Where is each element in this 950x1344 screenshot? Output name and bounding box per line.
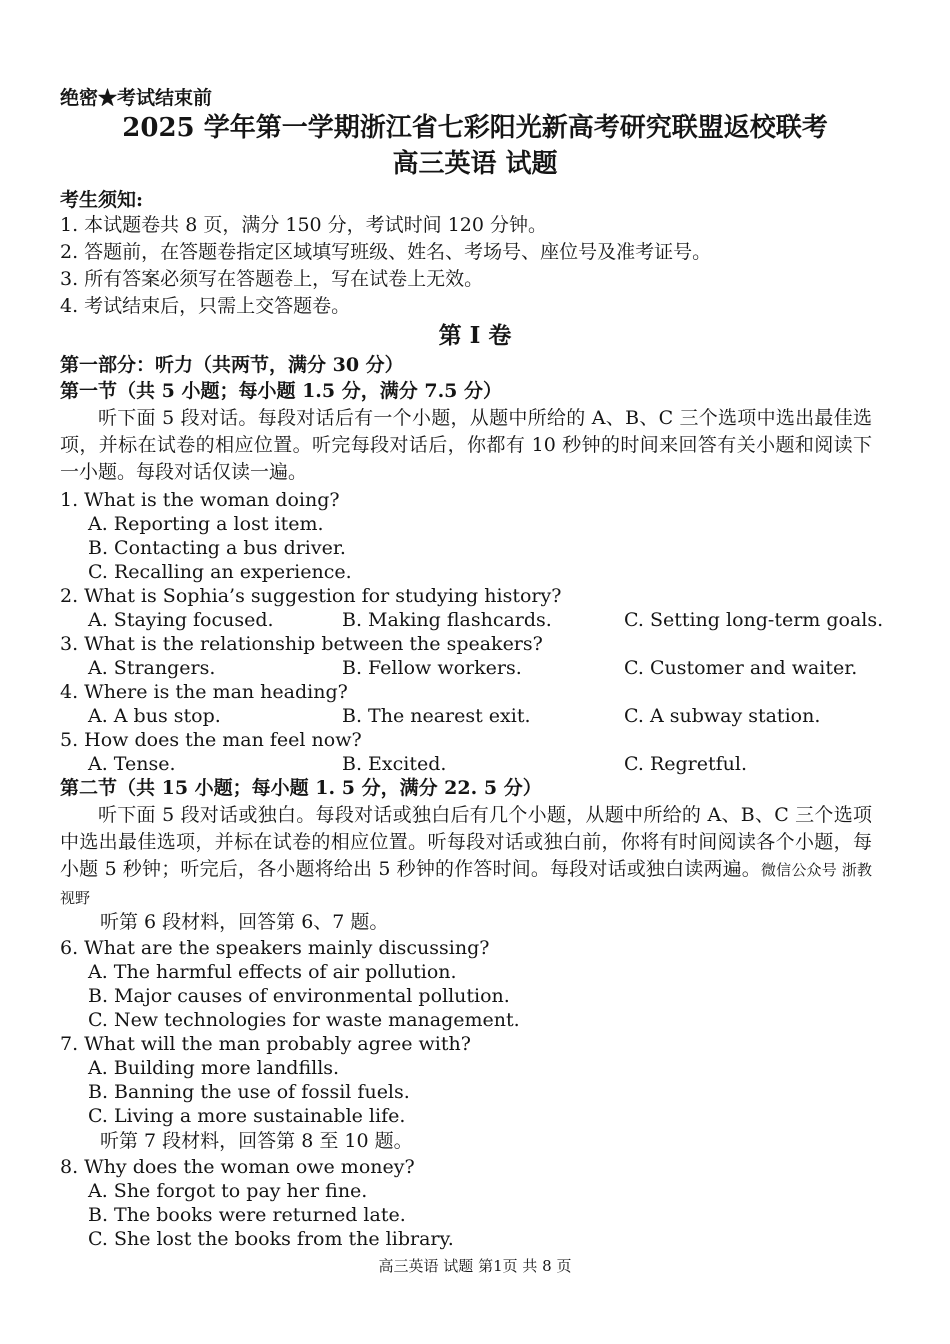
question-stem: 7. What will the man probably agree with?: [60, 1033, 471, 1055]
option-b: B. Banning the use of fossil fuels.: [88, 1081, 410, 1103]
option-b: B. Excited.: [342, 753, 447, 775]
notice-heading: 考生须知:: [60, 189, 144, 211]
option-b: B. Contacting a bus driver.: [88, 537, 346, 559]
section1-instructions: 听下面 5 段对话。每段对话后有一个小题，从题中所给的 A、B、C 三个选项中选出最佳选项，并标在试卷的相应位置。听完每段对话后，你都有 10 秒钟的时间来回答有关小题和阅读下一小题。每段对话仅读一遍。: [60, 407, 872, 483]
part1-heading: 第一部分：听力（共两节，满分 30 分）: [60, 354, 404, 376]
question-stem: 4. Where is the man heading?: [60, 681, 348, 703]
notice-item: 1. 本试题卷共 8 页，满分 150 分，考试时间 120 分钟。: [60, 214, 548, 236]
option-b: B. Major causes of environmental pollution.: [88, 985, 510, 1007]
option-c: C. Regretful.: [624, 753, 747, 775]
question-stem: 6. What are the speakers mainly discussing?: [60, 937, 490, 959]
option-a: A. The harmful effects of air pollution.: [88, 961, 457, 983]
option-c: C. New technologies for waste management.: [88, 1009, 520, 1031]
section2-instructions: [60, 802, 872, 912]
material-instruction: 听第 7 段材料，回答第 8 至 10 题。: [100, 1130, 413, 1152]
watermark-text: 微信公众号 浙教视野: [60, 861, 872, 907]
option-c: C. Customer and waiter.: [624, 657, 858, 679]
question-stem: 1. What is the woman doing?: [60, 489, 340, 511]
option-c: C. Recalling an experience.: [88, 561, 352, 583]
option-a: A. She forgot to pay her fine.: [88, 1180, 368, 1202]
option-a: A. Building more landfills.: [88, 1057, 340, 1079]
section2-heading: 第二节（共 15 小题；每小题 1. 5 分，满分 22. 5 分）: [60, 777, 542, 799]
material-instruction: 听第 6 段材料，回答第 6、7 题。: [100, 911, 389, 933]
option-b: B. Fellow workers.: [342, 657, 522, 679]
option-c: C. A subway station.: [624, 705, 821, 727]
notice-item: 3. 所有答案必须写在答题卷上，写在试卷上无效。: [60, 268, 484, 290]
page-footer: 高三英语 试题 第1页 共 8 页: [378, 1257, 572, 1275]
option-a: A. Reporting a lost item.: [88, 513, 324, 535]
question-stem: 3. What is the relationship between the speakers?: [60, 633, 543, 655]
option-b: B. Making flashcards.: [342, 609, 552, 631]
option-a: A. Staying focused.: [88, 609, 274, 631]
option-b: B. The books were returned late.: [88, 1204, 406, 1226]
option-c: C. Setting long-term goals.: [624, 609, 884, 631]
option-a: A. Strangers.: [88, 657, 216, 679]
secret-label: 绝密★考试结束前: [60, 87, 213, 109]
option-a: A. A bus stop.: [88, 705, 221, 727]
option-c: C. She lost the books from the library.: [88, 1228, 454, 1250]
section2-instruction-text: 听下面 5 段对话或独白。每段对话或独白后有几个小题，从题中所给的 A、B、C 三个选项中选出最佳选项，并标在试卷的相应位置。听每段对话或独白前，你将有时间阅读各个小题，每小题 5 秒钟；听完后，各小题将给出 5 秒钟的作答时间。每段对话或独白读两遍。: [60, 804, 872, 880]
notice-item: 2. 答题前，在答题卷指定区域填写班级、姓名、考场号、座位号及准考证号。: [60, 241, 712, 263]
exam-subtitle: 高三英语 试题: [392, 149, 558, 179]
volume-heading: 第 I 卷: [438, 322, 512, 349]
question-stem: 8. Why does the woman owe money?: [60, 1156, 415, 1178]
question-stem: 5. How does the man feel now?: [60, 729, 362, 751]
option-c: C. Living a more sustainable life.: [88, 1105, 406, 1127]
exam-title: 2025 学年第一学期浙江省七彩阳光新高考研究联盟返校联考: [122, 113, 828, 143]
section1-heading: 第一节（共 5 小题；每小题 1.5 分，满分 7.5 分）: [60, 380, 503, 402]
notice-item: 4. 考试结束后，只需上交答题卷。: [60, 295, 351, 317]
option-a: A. Tense.: [88, 753, 176, 775]
option-b: B. The nearest exit.: [342, 705, 531, 727]
question-stem: 2. What is Sophia’s suggestion for studying history?: [60, 585, 562, 607]
